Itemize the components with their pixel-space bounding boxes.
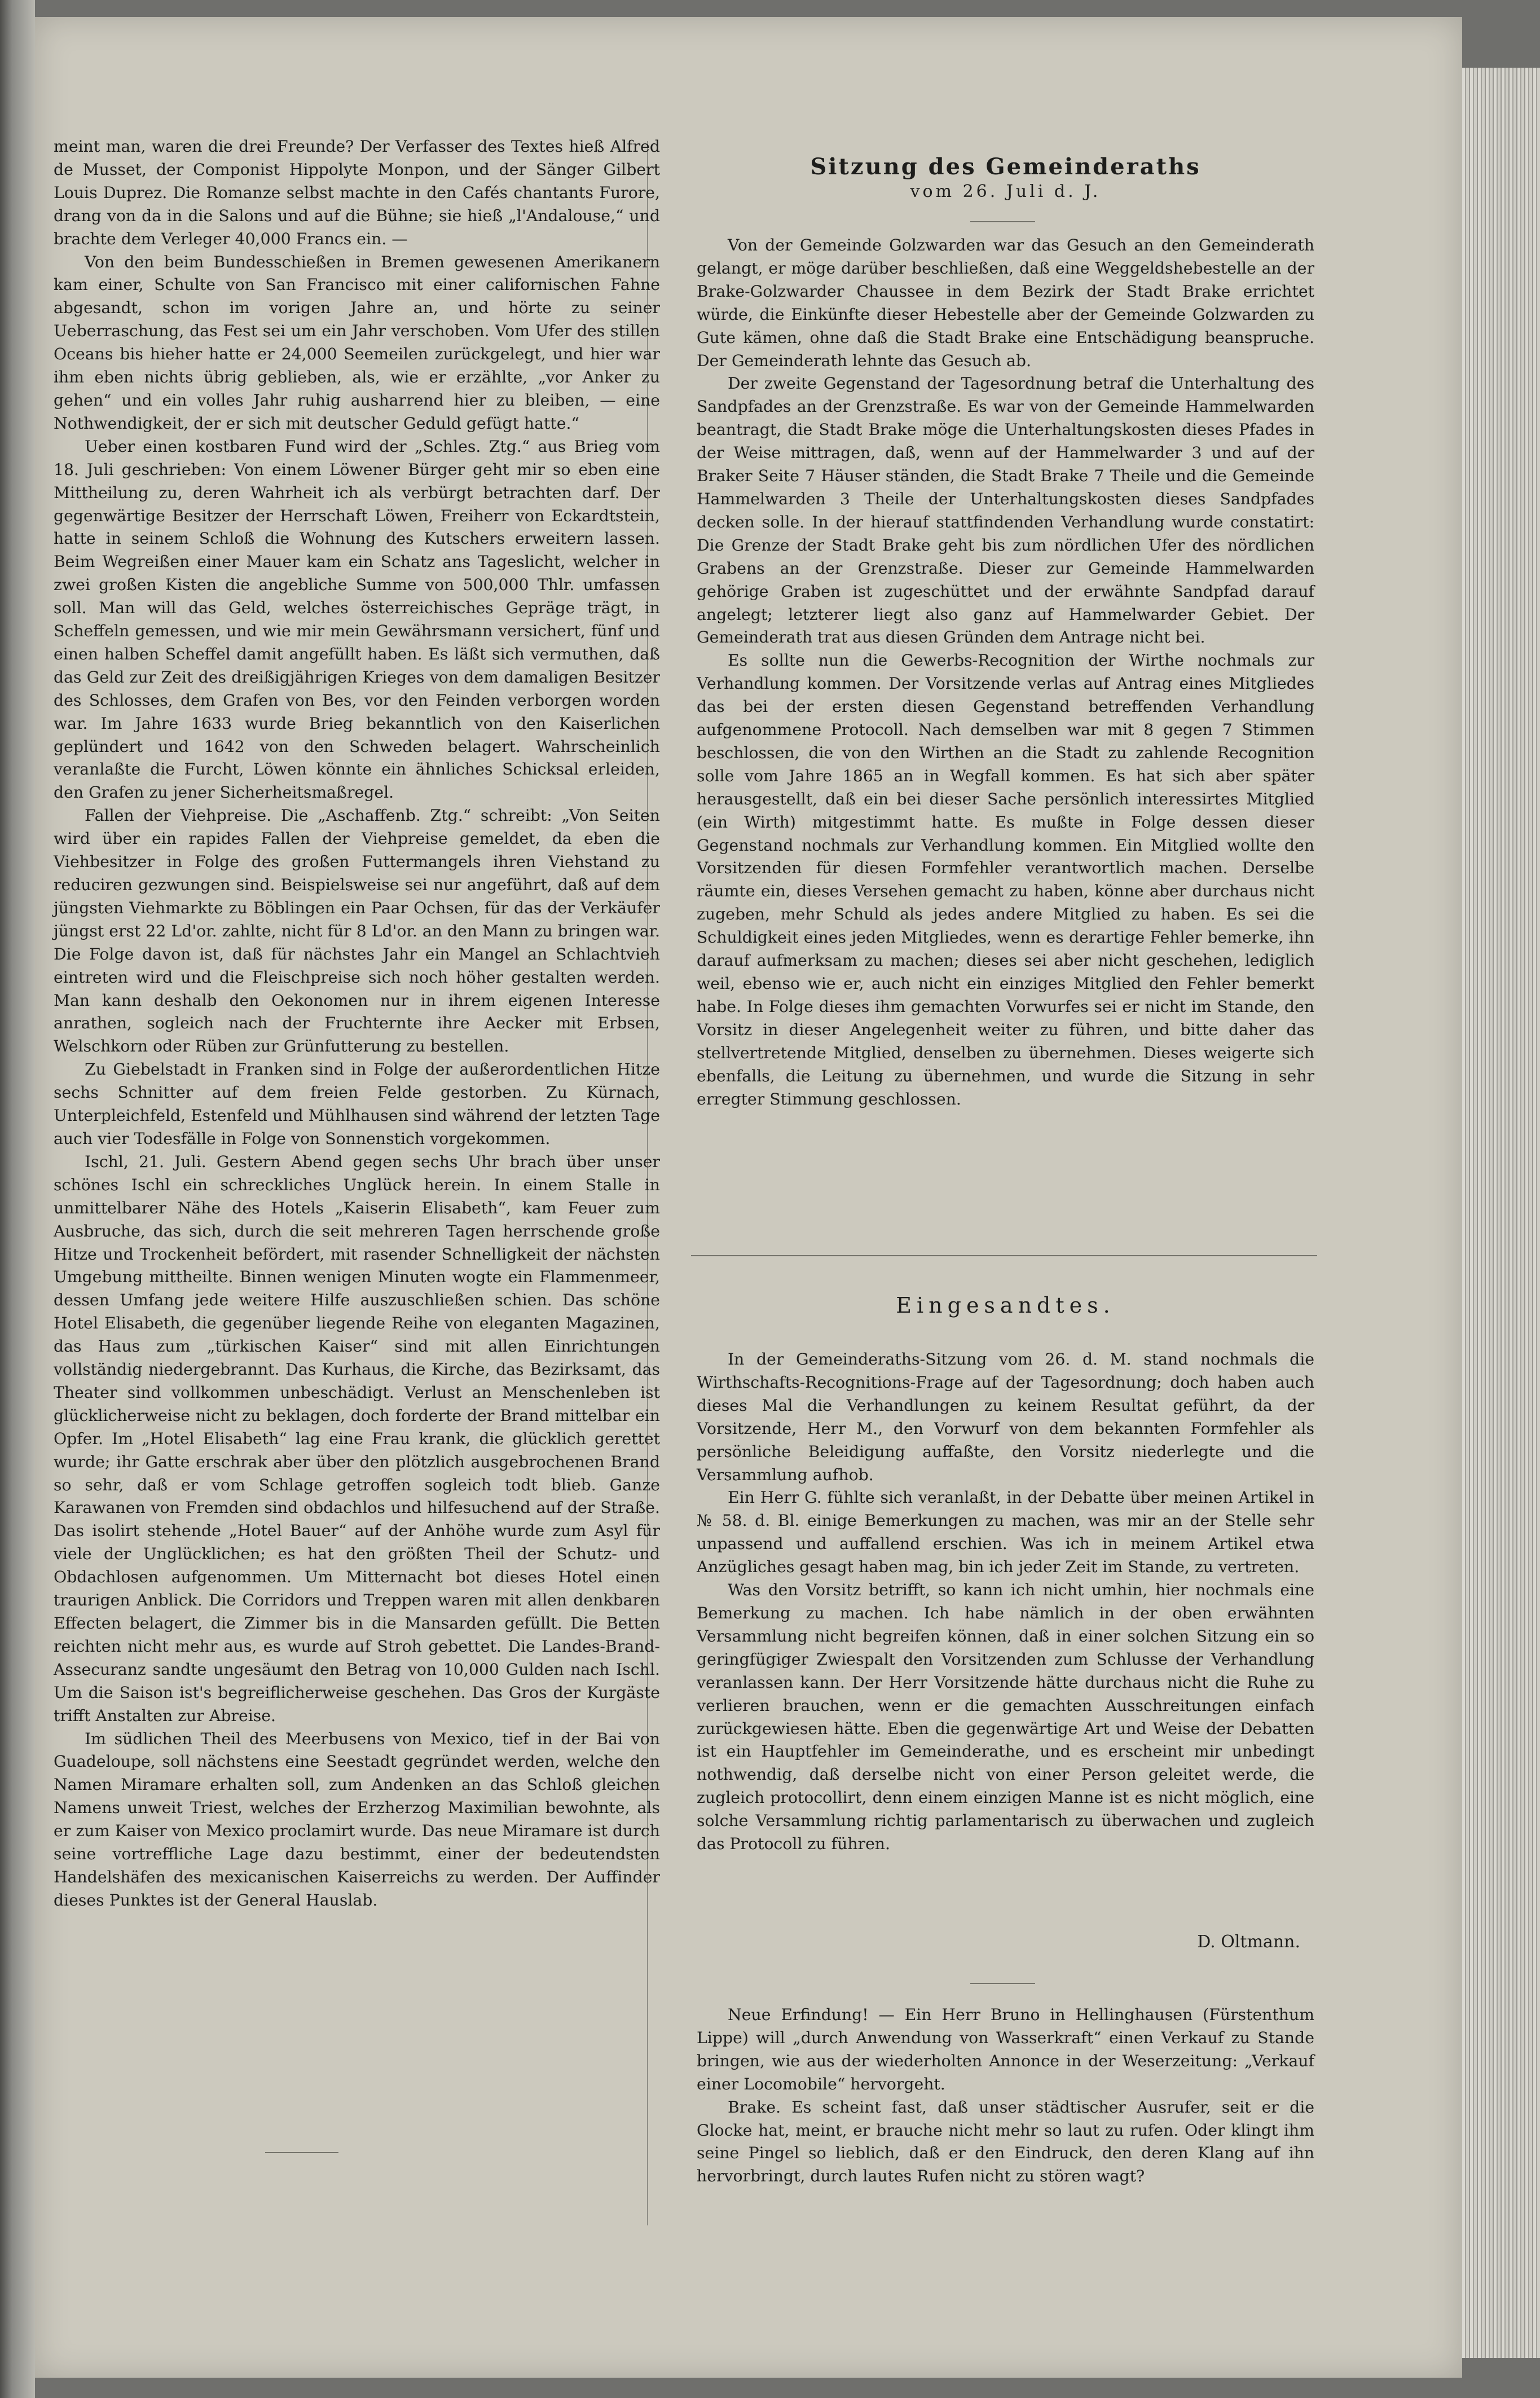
paragraph: Von den beim Bundesschießen in Bremen gewesenen Amerikanern kam einer, Schulte von San Francisco mit einer californischen Fahne abgesandt, schon im vorigen Jahre an, und hörte zu seiner Ueberraschung, das Fest sei um ein Jahr verschoben. Vom Ufer des stillen Oceans bis hieher hatte er 24,000 Seemeilen zurückgelegt, und hier war ihm eben nichts übrig geblieben, als, wie er erzählte, „vor Anker zu gehen“ und ein volles Jahr ruhig ausharrend hier zu bleiben, — eine Nothwendigkeit, der er sich mit deutscher Geduld gefügt hatte.“ [54, 252, 660, 433]
paragraph: Ein Herr G. fühlte sich veranlaßt, in der Debatte über meinen Artikel in № 58. d. Bl. einige Bemerkungen zu machen, was mir an der Stelle sehr unpassend und auffallend erschien. Was ich in meinem Artikel etwa Anzügliches gesagt haben mag, bin ich jeder Zeit im Stande, zu vertreten. [697, 1488, 1314, 1577]
left-end-rule [265, 2152, 338, 2153]
section-divider-rule [691, 1255, 1317, 1256]
paragraph: Im südlichen Theil des Meerbusens von Mexico, tief in der Bai von Guadeloupe, soll nächstens eine Seestadt gegründet werden, welche den Namen Miramare erhalten soll, zum Andenken an das Schloß gleichen Namens unweit Triest, welches der Erzherzog Maximilian bewohnte, als er zum Kaiser von Mexico proclamirt wurde. Das neue Miramare ist durch seine vortreffliche Lage dazu bestimmt, einer der bedeutendsten Handelshäfen des mexicanischen Kaiserreichs zu werden. Der Auffinder dieses Punktes ist der General Hauslab. [54, 1729, 660, 1909]
paragraph: Fallen der Viehpreise. Die „Aschaffenb. Ztg.“ schreibt: „Von Seiten wird über ein rapides Fallen der Viehpreise gemeldet, da eben die Viehbesitzer in Folge des großen Futtermangels ihren Viehstand zu reduciren gezwungen sind. Beispielsweise sei nur angeführt, daß auf dem jüngsten Viehmarkte zu Böblingen ein Paar Ochsen, für das der Verkäufer jüngst erst 22 Ld'or. zahlte, nicht für 8 Ld'or. an den Mann zu bringen war. Die Folge davon ist, daß für nächstes Jahr ein Mangel an Schlachtvieh eintreten wird und die Fleischpreise sich noch höher gestalten werden. Man kann deshalb den Oekonomen nur in ihrem eigenen Interesse anrathen, sogleich nach der Fruchternte ihre Aecker mit Erbsen, Welschkorn oder Rüben zur Grünfutterung zu bestellen. [54, 806, 660, 1056]
paragraph: Der zweite Gegenstand der Tagesordnung betraf die Unterhaltung des Sandpfades an der Grenzstraße. Es war von der Gemeinde Hammelwarden beantragt, die Stadt Brake möge die Unterhaltungskosten dieses Pfades in der Weise mittragen, daß, wenn auf der Hammelwarder 3 und auf der Braker Seite 7 Häuser ständen, die Stadt Brake 7 Theile und die Gemeinde Hammelwarden 3 Theile der Unterhaltungskosten dieses Sandpfades decken solle. In der hierauf stattfindenden Verhandlung wurde constatirt: Die Grenze der Stadt Brake geht bis zum nördlichen Ufer des nördlichen Grabens an der Grenzstraße. Dieser zur Gemeinde Hammelwarden gehörige Graben ist zugeschüttet und der erwähnte Sandpfad darauf angelegt; letzterer liegt also ganz auf Hammelwarder Gebiet. Der Gemeinderath trat aus diesen Gründen dem Antrage nicht bei. [697, 374, 1314, 647]
notices-body [697, 2004, 1314, 2188]
paragraph: Brake. Es scheint fast, daß unser städtischer Ausrufer, seit er die Glocke hat, meint, er brauche nicht mehr so laut zu rufen. Oder klingt ihm seine Pingel so lieblich, daß er den Eindruck, den deren Klang auf ihn hervorbringt, durch lautes Rufen nicht zu stören wagt? [697, 2097, 1314, 2186]
council-session-body [697, 234, 1314, 1111]
paragraph: In der Gemeinderaths-Sitzung vom 26. d. M. stand nochmals die Wirthschafts-Recognitions-Frage auf der Tagesordnung; doch haben auch dieses Mal die Verhandlungen zu keinem Resultat geführt, da der Vorsitzende, Herr M., den Vorwurf von dem bekannten Formfehler als persönliche Beleidigung auffaßte, den Vorsitz niederlegte und die Versammlung aufhob. [697, 1350, 1314, 1484]
submitted-body [697, 1348, 1314, 1856]
council-session-title: Sitzung des Gemeinderaths [810, 153, 1201, 180]
submitted-section-title: Eingesandtes. [896, 1293, 1115, 1318]
page-stack-edges [1458, 68, 1540, 2358]
paragraph: Neue Erfindung! — Ein Herr Bruno in Hellinghausen (Fürstenthum Lippe) will „durch Anwendung von Wasserkraft“ einen Verkauf zu Stande bringen, wie aus der wiederholten Annonce in der Weserzeitung: „Verkauf einer Locomobile“ hervorgeht. [697, 2005, 1314, 2093]
signature: D. Oltmann. [1197, 1932, 1300, 1952]
paragraph: Es sollte nun die Gewerbs-Recognition der Wirthe nochmals zur Verhandlung kommen. Der Vorsitzende verlas auf Antrag eines Mitgliedes das bei der ersten diesen Gegenstand betreffenden Verhandlung aufgenommene Protocoll. Nach demselben war mit 8 gegen 7 Stimmen beschlossen, die von den Wirthen an die Stadt zu zahlende Recognition solle vom Jahre 1865 an in Wegfall kommen. Es hat sich aber später herausgestellt, daß ein bei dieser Sache persönlich interessirtes Mitglied (ein Wirth) mitgestimmt hatte. Es mußte in Folge dessen dieser Gegenstand nochmals zur Verhandlung kommen. Ein Mitglied wollte den Vorsitzenden für diesen Formfehler verantwortlich machen. Derselbe räumte ein, dieses Versehen gemacht zu haben, könne aber durchaus nicht zugeben, mehr Schuld als jedes andere Mitglied zu haben. Es sei die Schuldigkeit eines jeden Mitgliedes, wenn es derartige Fehler bemerke, ihn darauf aufmerksam zu machen; dieses sei aber nicht geschehen, lediglich weil, ebenso wie er, auch nicht ein einziges Mitglied den Fehler bemerkt habe. In Folge dieses ihm gemachten Vorwurfes sei er nicht im Stande, den Vorsitz in dieser Angelegenheit weiter zu führen, und bitte daher das stellvertretende Mitglied, denselben zu übernehmen. Dieses weigerte sich ebenfalls, die Leitung zu übernehmen, und wurde die Sitzung in sehr erregter Stimmung geschlossen. [697, 651, 1314, 1108]
left-column [54, 135, 660, 1912]
paragraph: Von der Gemeinde Golzwarden war das Gesuch an den Gemeinderath gelangt, er möge darüber beschließen, daß eine Weggeldshebestelle an der Brake-Golzwarder Chaussee in dem Bezirk der Stadt Brake errichtet würde, die Einkünfte dieser Hebestelle aber der Gemeinde Golzwarden zu Gute kämen, ohne daß die Stadt Brake eine Entschädigung beanspruche. Der Gemeinderath lehnte das Gesuch ab. [697, 236, 1314, 370]
council-session-date: vom 26. Juli d. J. [910, 182, 1101, 201]
paragraph: Was den Vorsitz betrifft, so kann ich nicht umhin, hier nochmals eine Bemerkung zu machen. Ich habe nämlich in der oben erwähnten Versammlung nicht begreifen können, daß in einer solchen Sitzung ein so geringfügiger Zwiespalt den Vorsitzenden zum Schlusse der Verhandlung veranlassen kann. Der Herr Vorsitzende hätte durchaus nicht die Ruhe zu verlieren brauchen, wenn er die gemachten Ausschreitungen einfach zurückgewiesen hätte. Eben die gegenwärtige Art und Weise der Debatten ist ein Hauptfehler im Gemeinderathe, und es erscheint mir unbedingt nothwendig, daß derselbe nicht von einer Person geleitet werde, die zugleich protocollirt, denn einem einzigen Manne ist es nicht möglich, eine solche Versammlung richtig parlamentarisch zu überwachen und zugleich das Protocoll zu führen. [697, 1581, 1314, 1854]
paragraph: Ueber einen kostbaren Fund wird der „Schles. Ztg.“ aus Brieg vom 18. Juli geschrieben: Von einem Löwener Bürger geht mir so eben eine Mittheilung zu, deren Wahrheit ich als verbürgt betrachten darf. Der gegenwärtige Besitzer der Herrschaft Löwen, Freiherr von Eckardtstein, hatte in seinem Schloß die Wohnung des Kutschers erweitern lassen. Beim Wegreißen einer Mauer kam ein Schatz ans Tageslicht, welcher in zwei großen Kisten die angebliche Summe von 500,000 Thlr. umfassen soll. Man will das Geld, welches österreichisches Gepräge trägt, in Scheffeln gemessen, und wie mir mein Gewährsmann versichert, fünf und einen halben Scheffel damit angefüllt haben. Es läßt sich vermuthen, daß das Geld zur Zeit des dreißigjährigen Krieges von dem damaligen Besitzer des Schlosses, dem Grafen von Bes, vor den Feinden verborgen worden war. Im Jahre 1633 wurde Brieg bekanntlich von den Kaiserlichen geplündert und 1642 von den Schweden belagert. Wahrscheinlich veranlaßte die Furcht, Löwen könnte ein ähnliches Schicksal erleiden, den Grafen zu jener Sicherheitsmaßregel. [54, 437, 660, 802]
paragraph: Zu Giebelstadt in Franken sind in Folge der außerordentlichen Hitze sechs Schnitter auf dem freien Felde gestorben. Zu Kürnach, Unterpleichfeld, Estenfeld und Mühlhausen sind während der letzten Tage auch vier Todesfälle in Folge von Sonnenstich vorgekommen. [54, 1060, 660, 1148]
title-rule [970, 221, 1035, 222]
notice-rule [970, 1983, 1035, 1984]
paragraph: Ischl, 21. Juli. Gestern Abend gegen sechs Uhr brach über unser schönes Ischl ein schreckliches Unglück herein. In einem Stalle in unmittelbarer Nähe des Hotels „Kaiserin Elisabeth“, kam Feuer zum Ausbruche, das sich, durch die seit mehreren Tagen herrschende große Hitze und Trockenheit befördert, mit rasender Schnelligkeit der nächsten Umgebung mittheilte. Binnen wenigen Minuten wogte ein Flammenmeer, dessen Umfang jede weitere Hilfe auszuschließen schien. Das schöne Hotel Elisabeth, die gegenüber liegende Reihe von eleganten Magazinen, das Haus zum „türkischen Kaiser“ sind mit allen Einrichtungen vollständig niedergebrannt. Das Kurhaus, die Kirche, das Bezirksamt, das Theater sind vollkommen unbeschädigt. Verlust an Menschenleben ist glücklicherweise nicht zu beklagen, doch forderte der Brand mittelbar ein Opfer. Im „Hotel Elisabeth“ lag eine Frau krank, die glücklich gerettet wurde; ihr Gatte erschrak aber über den plötzlich ausgebrochenen Brand so sehr, daß er vom Schlage getroffen sogleich todt blieb. Ganze Karawanen von Fremden sind obdachlos und hilfesuchend auf der Straße. Das isolirt stehende „Hotel Bauer“ auf der Anhöhe wurde zum Asyl für viele der Unglücklichen; es hat den größten Theil der Schutz- und Obdachlosen aufgenommen. Um Mitternacht bot dieses Hotel einen traurigen Anblick. Die Corridors und Treppen waren mit allen denkbaren Effecten belagert, die Zimmer bis in die Mansarden gefüllt. Die Betten reichten nicht mehr aus, es wurde auf Stroh gebettet. Die Landes-Brand-Assecuranz sandte ungesäumt den Betrag von 10,000 Gulden nach Ischl. Um die Saison ist's begreiflicherweise geschehen. Das Gros der Kurgäste trifft Anstalten zur Abreise. [54, 1152, 660, 1725]
previous-page-edge [0, 0, 35, 2398]
paragraph: meint man, waren die drei Freunde? Der Verfasser des Textes hieß Alfred de Musset, der Componist Hippolyte Monpon, und der Sänger Gilbert Louis Duprez. Die Romanze selbst machte in den Cafés chantants Furore, drang von da in die Salons und auf die Bühne; sie hieß „l'Andalouse,“ und brachte dem Verleger 40,000 Francs ein. — [54, 137, 660, 248]
